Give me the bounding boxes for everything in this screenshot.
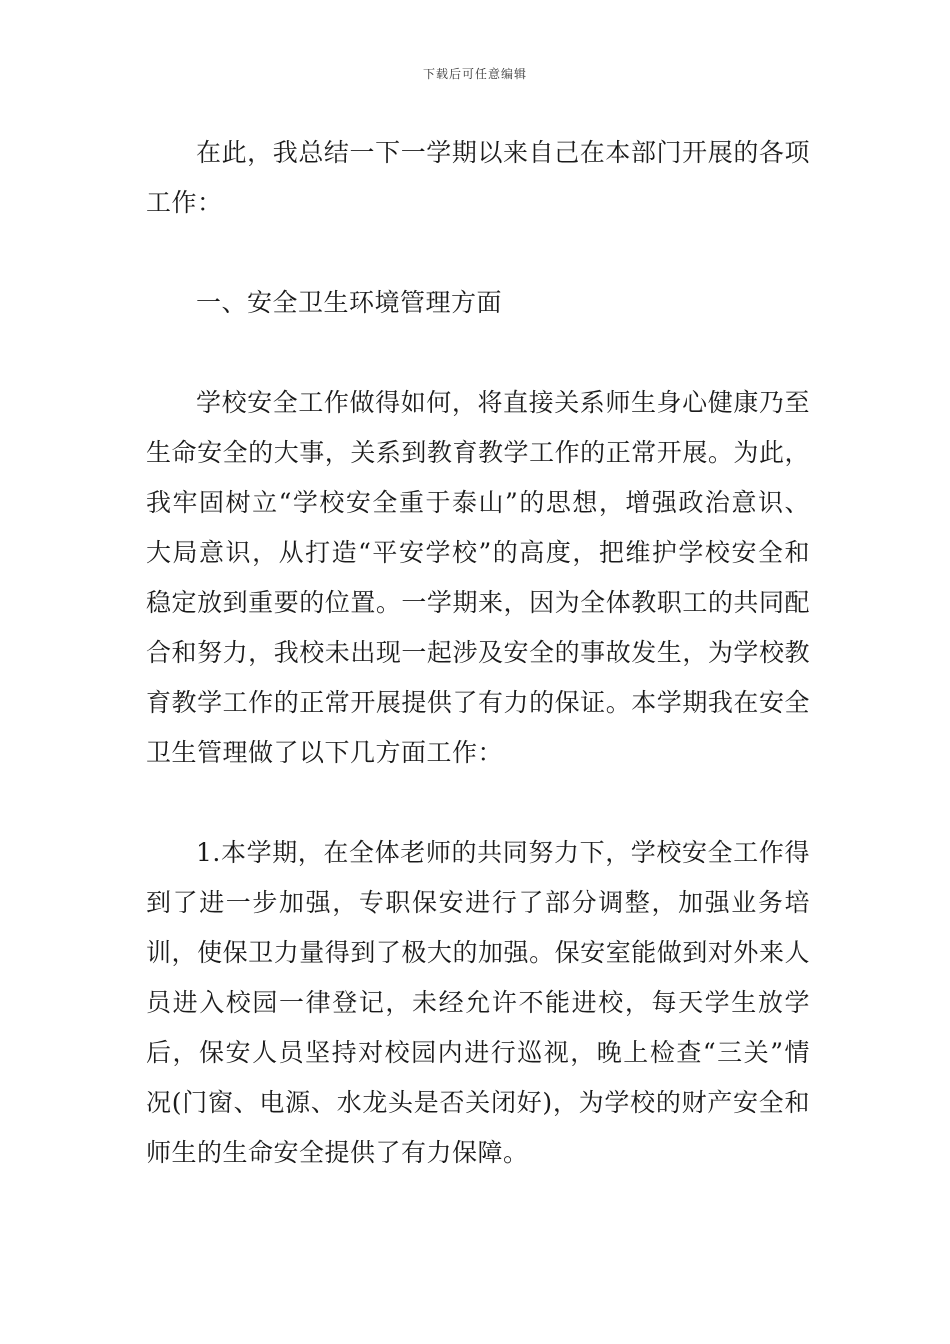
section-heading: 一、安全卫生环境管理方面 (196, 288, 503, 317)
body-paragraph: 学校安全工作做得如何，将直接关系师生身心健康乃至生命安全的大事，关系到教育教学工作的正常开展。为此，我牢固树立“学校安全重于泰山”的思想，增强政治意识、大局意识，从打造“平安学校”的高度，把维护学校安全和稳定放到重要的位置。一学期来，因为全体教职工的共同配合和努力，我校未出现一起涉及安全的事故发生，为学校教育教学工作的正常开展提供了有力的保证。本学期我在安全卫生管理做了以下几方面工作： (146, 388, 810, 767)
list-item-paragraph: 1.本学期，在全体老师的共同努力下，学校安全工作得到了进一步加强，专职保安进行了部分调整，加强业务培训，使保卫力量得到了极大的加强。保安室能做到对外来人员进入校园一律登记，未经允许不能进校，每天学生放学后，保安人员坚持对校园内进行巡视，晚上检查“三关”情况(门窗、电源、水龙头是否关闭好)，为学校的财产安全和师生的生命安全提供了有力保障。 (146, 838, 810, 1167)
page-header-note: 下载后可任意编辑 (422, 67, 527, 81)
document-body (146, 128, 810, 1178)
intro-paragraph: 在此，我总结一下一学期以来自己在本部门开展的各项工作： (146, 138, 810, 217)
